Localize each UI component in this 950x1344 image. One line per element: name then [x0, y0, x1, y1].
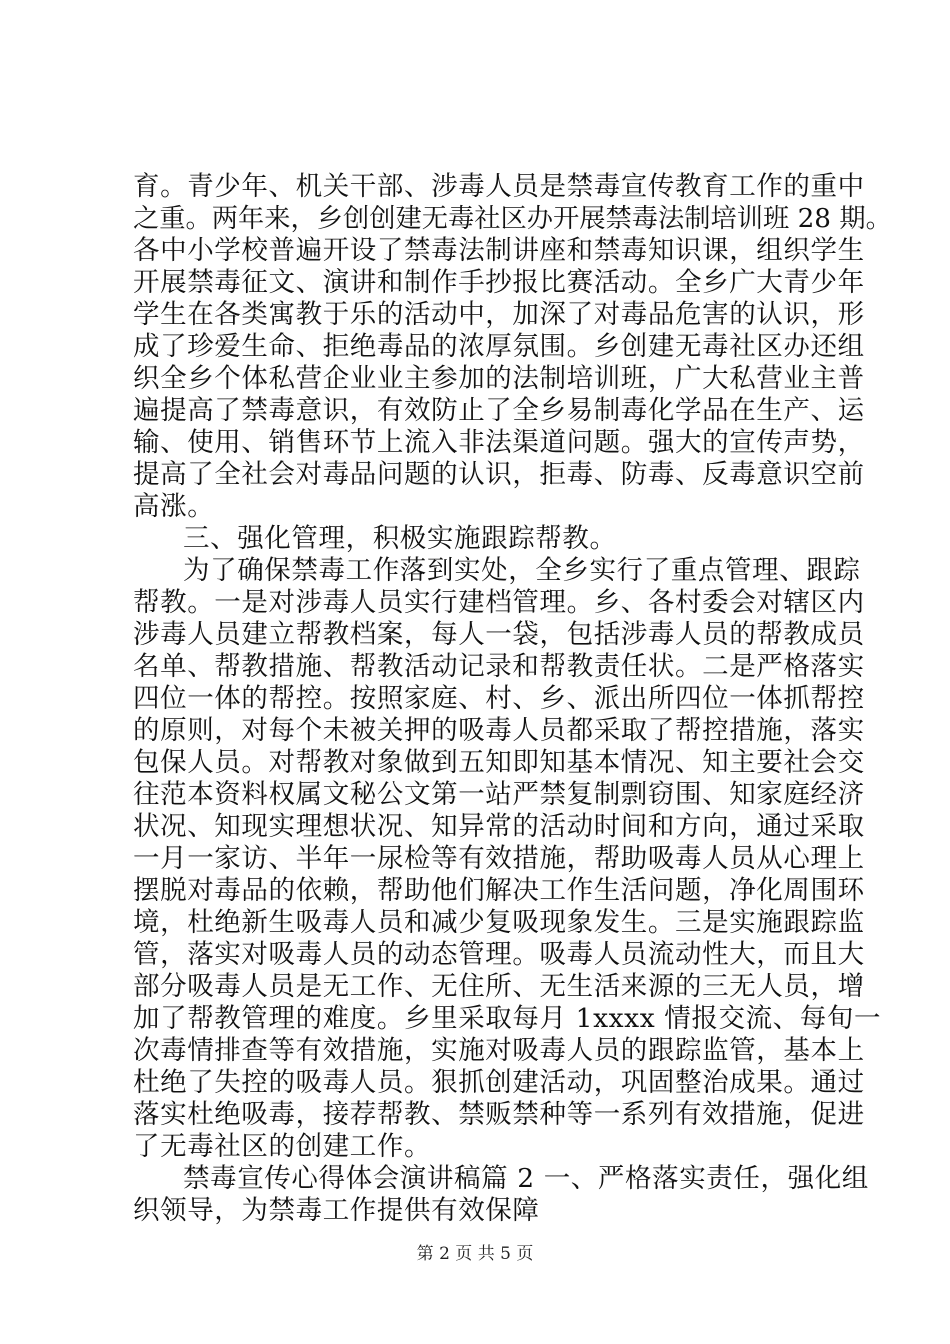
text-line: 学生在各类寓教于乐的活动中，加深了对毒品危害的认识，形	[133, 299, 865, 330]
text-line: 杜绝了失控的吸毒人员。狠抓创建活动，巩固整治成果。通过	[133, 1067, 865, 1098]
text-line: 次毒情排查等有效措施，实施对吸毒人员的跟踪监管，基本上	[133, 1035, 865, 1066]
text-line: 状况、知现实理想状况、知异常的活动时间和方向，通过采取	[133, 811, 865, 842]
text-line: 禁毒宣传心得体会演讲稿篇 2 一、严格落实责任，强化组	[183, 1163, 869, 1194]
section-heading: 三、强化管理，积极实施跟踪帮教。	[183, 523, 617, 554]
text-line: 境，杜绝新生吸毒人员和减少复吸现象发生。三是实施跟踪监	[133, 907, 865, 938]
text-line: 包保人员。对帮教对象做到五知即知基本情况、知主要社会交	[133, 747, 865, 778]
text-line: 提高了全社会对毒品问题的认识，拒毒、防毒、反毒意识空前	[133, 459, 865, 490]
text-line: 织全乡个体私营企业业主参加的法制培训班，广大私营业主普	[133, 363, 865, 394]
text-line: 帮教。一是对涉毒人员实行建档管理。乡、各村委会对辖区内	[133, 587, 865, 618]
text-line: 四位一体的帮控。按照家庭、村、乡、派出所四位一体抓帮控	[133, 683, 865, 714]
text-line: 一月一家访、半年一尿检等有效措施，帮助吸毒人员从心理上	[133, 843, 865, 874]
text-line: 遍提高了禁毒意识，有效防止了全乡易制毒化学品在生产、运	[133, 395, 865, 426]
text-line: 的原则，对每个未被关押的吸毒人员都采取了帮控措施，落实	[133, 715, 865, 746]
text-line: 涉毒人员建立帮教档案，每人一袋，包括涉毒人员的帮教成员	[133, 619, 865, 650]
text-line: 织领导，为禁毒工作提供有效保障	[133, 1195, 540, 1226]
text-line: 加了帮教管理的难度。乡里采取每月 1xxxx 情报交流、每旬一	[133, 1003, 882, 1034]
text-line: 往范本资料权属文秘公文第一站严禁复制剽窃围、知家庭经济	[133, 779, 865, 810]
text-line: 育。青少年、机关干部、涉毒人员是禁毒宣传教育工作的重中	[133, 171, 865, 202]
text-line: 高涨。	[133, 491, 215, 522]
text-line: 输、使用、销售环节上流入非法渠道问题。强大的宣传声势，	[133, 427, 865, 458]
text-line: 开展禁毒征文、演讲和制作手抄报比赛活动。全乡广大青少年	[133, 267, 865, 298]
text-line: 摆脱对毒品的依赖，帮助他们解决工作生活问题，净化周围环	[133, 875, 865, 906]
page-number-footer: 第 2 页 共 5 页	[416, 1244, 534, 1264]
text-line: 名单、帮教措施、帮教活动记录和帮教责任状。二是严格落实	[133, 651, 865, 682]
text-line: 落实杜绝吸毒，接荐帮教、禁贩禁种等一系列有效措施，促进	[133, 1099, 865, 1130]
text-line: 部分吸毒人员是无工作、无住所、无生活来源的三无人员，增	[133, 971, 865, 1002]
text-line: 了无毒社区的创建工作。	[133, 1131, 432, 1162]
text-line: 之重。两年来，乡创创建无毒社区办开展禁毒法制培训班 28 期。	[133, 204, 892, 234]
text-line: 为了确保禁毒工作落到实处，全乡实行了重点管理、跟踪	[183, 555, 861, 586]
text-line: 管，落实对吸毒人员的动态管理。吸毒人员流动性大，而且大	[133, 939, 865, 970]
text-line: 成了珍爱生命、拒绝毒品的浓厚氛围。乡创建无毒社区办还组	[133, 331, 865, 362]
text-line: 各中小学校普遍开设了禁毒法制讲座和禁毒知识课，组织学生	[133, 235, 865, 266]
